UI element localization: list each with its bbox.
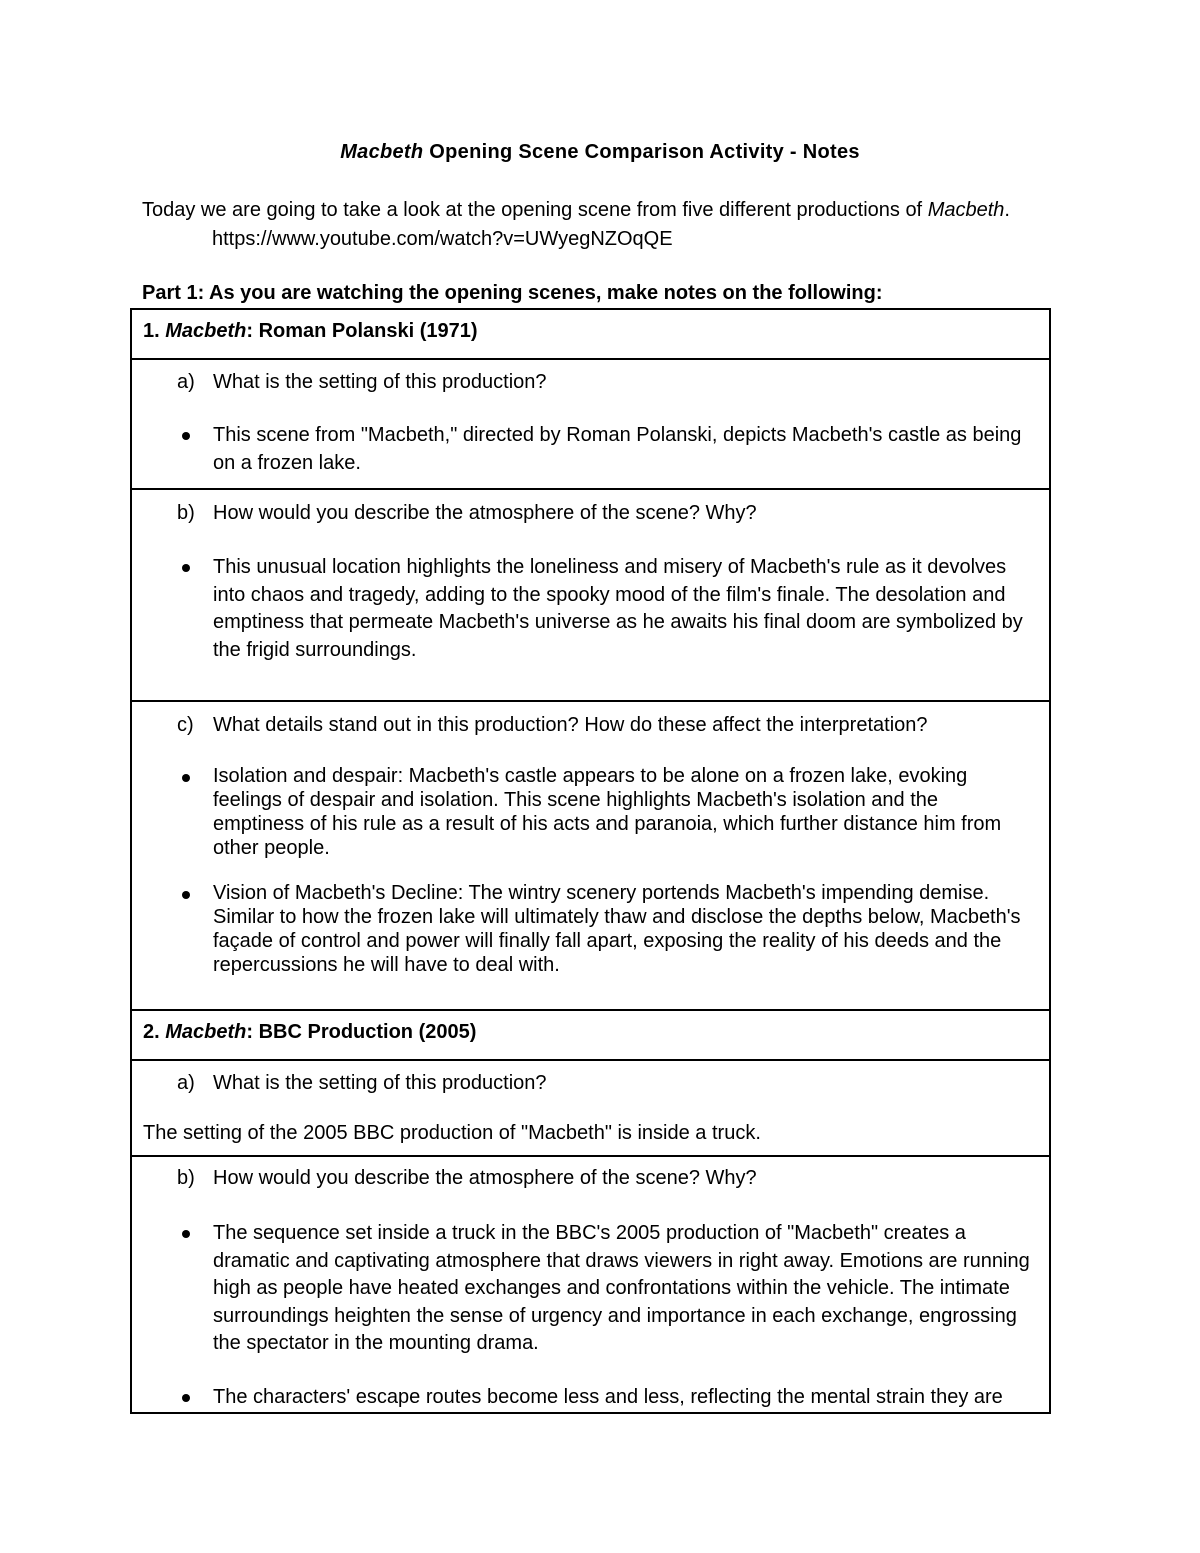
answer-text: The setting of the 2005 BBC production of "Macbeth" is inside a truck. xyxy=(143,1122,761,1144)
bullet-icon xyxy=(182,1394,190,1402)
question-text: How would you describe the atmosphere of the scene? Why? xyxy=(213,502,757,524)
section-1-question-c xyxy=(132,702,1049,1011)
section-1-question-a xyxy=(132,360,1049,490)
section-1-number: 1. xyxy=(143,320,166,342)
bullet-icon xyxy=(182,774,190,782)
section-1-title xyxy=(132,310,1049,343)
bullet-icon xyxy=(182,432,190,440)
section-1-question-b xyxy=(132,490,1049,702)
answer-bullet: The sequence set inside a truck in the BBC's 2005 production of "Macbeth" creates a dramatic and captivating atmosphere that draws viewers in right away. Emotions are running high as people have heated exchanges and confrontations within the vehicle. The intimate surroundings heighten the sense of urgency and importance in each exchange, engrossing the spectator in the mounting drama. xyxy=(213,1222,1030,1354)
question-text: What details stand out in this production? How do these affect the interpretation? xyxy=(213,714,928,736)
section-2-rest: : BBC Production (2005) xyxy=(246,1021,477,1043)
question-letter: b) xyxy=(177,502,195,524)
answer-bullet: Isolation and despair: Macbeth's castle appears to be alone on a frozen lake, evoking feelings of despair and isolation. This scene highlights Macbeth's isolation and the emptiness of his rule as a result of his acts and paranoia, which further distance him from other people. xyxy=(213,765,1002,859)
title-italic: Macbeth xyxy=(340,141,424,163)
question-text: How would you describe the atmosphere of the scene? Why? xyxy=(213,1167,757,1189)
section-2-question-a xyxy=(132,1061,1049,1157)
question-text: What is the setting of this production? xyxy=(213,371,547,393)
section-1-italic: Macbeth xyxy=(165,320,247,342)
page-title xyxy=(0,141,1200,164)
section-2-number: 2. xyxy=(143,1021,166,1043)
notes-table xyxy=(130,308,1051,1414)
title-rest: Opening Scene Comparison Activity - Notes xyxy=(423,141,860,163)
bullet-icon xyxy=(182,1230,190,1238)
question-text: What is the setting of this production? xyxy=(213,1072,547,1094)
intro-italic: Macbeth xyxy=(927,199,1005,221)
section-1-rest: : Roman Polanski (1971) xyxy=(246,320,478,342)
intro-text xyxy=(142,199,1010,222)
answer-bullet: This scene from "Macbeth," directed by Roman Polanski, depicts Macbeth's castle as being on a frozen lake. xyxy=(213,424,1022,474)
question-letter: a) xyxy=(177,1072,195,1094)
bullet-icon xyxy=(182,891,190,899)
section-2-header xyxy=(132,1011,1049,1061)
question-letter: c) xyxy=(177,714,194,736)
answer-bullet: The characters' escape routes become less and less, reflecting the mental strain they are xyxy=(213,1386,1003,1408)
question-letter: b) xyxy=(177,1167,195,1189)
youtube-link[interactable]: https://www.youtube.com/watch?v=UWyegNZOqQE xyxy=(212,228,673,250)
intro-end: . xyxy=(1004,199,1010,221)
section-1-header xyxy=(132,310,1049,360)
bullet-icon xyxy=(182,564,190,572)
section-2-italic: Macbeth xyxy=(165,1021,247,1043)
section-2-question-b xyxy=(132,1157,1049,1412)
answer-bullet: This unusual location highlights the loneliness and misery of Macbeth's rule as it devolves into chaos and tragedy, adding to the spooky mood of the film's finale. The desolation and emptiness that permeate Macbeth's universe as he awaits his final doom are symbolized by the frigid surroundings. xyxy=(213,556,1023,661)
section-2-title xyxy=(132,1011,1049,1044)
intro-main: Today we are going to take a look at the opening scene from five different productions of xyxy=(142,199,928,221)
part-1-heading: Part 1: As you are watching the opening scenes, make notes on the following: xyxy=(142,282,883,304)
question-letter: a) xyxy=(177,371,195,393)
answer-bullet: Vision of Macbeth's Decline: The wintry scenery portends Macbeth's impending demise. Similar to how the frozen lake will ultimately thaw and disclose the depths below, Macbeth's façade of control and power will finally fall apart, exposing the reality of his deeds and the repercussions he will have to deal with. xyxy=(213,882,1021,976)
